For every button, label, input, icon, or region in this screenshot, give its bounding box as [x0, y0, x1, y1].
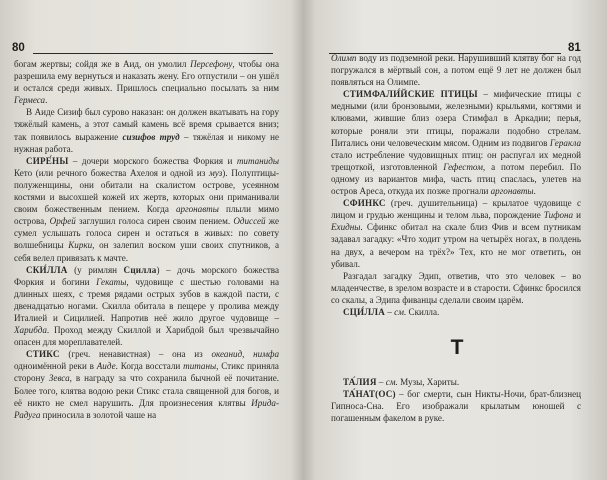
text-run: . Когда восстали [115, 361, 184, 372]
paragraph [14, 264, 279, 349]
text-run: Музы, Хариты. [397, 377, 460, 387]
text-run: . Сфинкс обитал на скале близ Фив и всем путникам задавал загадку: «Что ходит утром на четырёх ногах, в полдень на двух, а вечером на трёх?» Тех, кто не мог ответить, он убивал. [331, 222, 581, 269]
text-run: Геракла [549, 137, 581, 148]
text-run: (греч. душительница) – крылатое чудовище с лицом и грудью женщины и телом льва, порождение [331, 198, 581, 221]
text-run: – мифические птицы с медными (или бронзовыми, железными) крыльями, когтями и клювами, жившие близ озера Стимфал в Аркадии; перья, которые роняли эти птицы, поражали подобно стрелам. Питались они человеческим мясом. Одним из подвигов [331, 89, 581, 148]
text-run: Одиссей [233, 216, 266, 227]
paragraph [331, 88, 581, 197]
text-run: , [242, 349, 254, 360]
text-run: . Проход между Скиллой и Харибдой был чрезвычайно опасен для мореплавателей. [14, 325, 279, 348]
text-run: , в награду за что сохранила бычной её почитание. Более того, клятва водою реки Стикс стала священной для богов, и её никто не смел нарушить. Для произнесения клятвы [14, 373, 279, 408]
section-letter: Т [450, 336, 464, 359]
right-page-text-after-letter [331, 376, 581, 424]
page-number-right: 81 [568, 42, 581, 54]
paragraph [14, 348, 279, 421]
text-run: Кето (или речного божества Ахелоя и одной из [14, 167, 209, 178]
text-run: Олимп [331, 53, 357, 63]
left-page [0, 0, 300, 480]
text-run: Зевса [48, 373, 70, 384]
entry-headword: СТИМФАЛИ́ЙСКИЕ ПТИЦЫ [343, 89, 478, 100]
text-run: Тифона [543, 210, 574, 221]
paragraph [14, 58, 279, 106]
text-run: Скилла. [406, 306, 440, 317]
text-run: – бог смерти, сын Никты-Ночи, брат-близнец Гипноса-Сна. Его изображали крылатым юношей с погашенным факелом в руке. [331, 389, 581, 424]
text-run: Гекаты [96, 276, 127, 287]
text-run: , а потом перебил. По одному из вариантов мифа, часть птиц спаслась, улетев на остров Ареса, откуда их позже прогнали [331, 161, 581, 197]
text-run: аргонавты [175, 204, 219, 215]
text-run: Орфей [49, 216, 76, 227]
entry-headword: Сцилла [123, 264, 157, 275]
text-run: плыли мимо острова, [14, 204, 279, 227]
text-run: же сумел услышать голоса сирен и остаться в живых: по совету волшебницы [14, 216, 279, 251]
text-run: см. [394, 306, 407, 317]
text-run: , чтобы она разрешила ему вернуться и наказать жену. Его отпустили – он ушёл и остался среди живых. Пришлось специально посылать за ним [14, 59, 280, 94]
entry-headword: ТА́НАТ(ОС) [343, 389, 396, 400]
text-run: богам жертвы; сойдя же в Аид, он умолил [14, 59, 191, 69]
text-run: нимфа [253, 349, 280, 360]
text-run: . [45, 95, 48, 106]
text-run: (греч. ненавистная) – она из [59, 349, 212, 360]
text-run: Гефестом [443, 161, 483, 172]
paragraph [331, 270, 581, 306]
left-page-text [14, 58, 279, 421]
paragraph [331, 306, 581, 318]
text-run: Гермеса [14, 95, 46, 106]
paragraph [331, 388, 581, 424]
text-run: Кирки [68, 240, 93, 251]
paragraph [14, 106, 279, 154]
entry-headword: СЦИ́ЛЛА [343, 306, 386, 317]
text-run: – дочери морского божества Форкия и [68, 155, 237, 166]
text-run: (у римлян [67, 264, 124, 275]
entry-headword: СКИ́ЛЛА [26, 264, 68, 275]
text-run: стало истребление чудовищных птиц: он распугал их медной трещоткой, изготовленной [331, 149, 581, 172]
entry-headword: СИРЕ́НЫ [26, 155, 69, 166]
text-run: , чудовище с шестью головами на длинных шеях, с тремя рядами острых зубов в каждой пасти, с двенадцатью ногами. Скилла обитала в пещере у пролива между Италией и Сицилией. Напротив неё жило другое чудовище – [14, 276, 279, 323]
page-number-left: 80 [12, 42, 25, 54]
text-run: титаны [183, 361, 217, 372]
text-run: муз [208, 167, 223, 178]
text-run: Аиде [96, 361, 116, 372]
text-run: океанид [211, 349, 243, 360]
text-run: , Стикс приняла сторону [14, 361, 279, 384]
entry-headword: СФИНКС [343, 198, 386, 209]
text-run: Ехидны [331, 222, 361, 233]
entry-headword: ТА́ЛИЯ [343, 377, 377, 387]
entry-headword: СТИКС [26, 349, 60, 360]
text-run: . [533, 186, 536, 197]
text-run: Разгадал загадку Эдип, ответив, что это человек – во младенчестве, в зрелом возрасте и в старости. Сфинкс бросился со скалы, а Эдипа фиванцы сделали своим царём. [331, 270, 581, 305]
text-run: Персефону [190, 59, 233, 69]
text-run: Харибда [14, 325, 47, 336]
text-run: воду из подземной реки. Нарушивший клятву бог на год погружался в мёртвый сон, а потом ещё 9 лет не должен был появляться на Олимпе. [331, 53, 581, 88]
text-run: аргонавты [490, 186, 534, 197]
paragraph [14, 155, 279, 264]
text-run: – [385, 306, 395, 317]
paragraph [331, 376, 581, 388]
text-run: заглушил голоса сирен своим пением. [75, 216, 234, 227]
text-run: см. [385, 377, 398, 387]
paragraph [331, 52, 581, 88]
text-run: – [376, 377, 386, 387]
text-run: сизифов труд [122, 131, 180, 142]
header-rule-left [33, 53, 273, 54]
text-run: титаниды [236, 155, 279, 166]
right-page [307, 0, 607, 480]
text-run: приносила в золотой чаше на [40, 409, 157, 420]
text-run: Ирида-Радуга [14, 397, 279, 420]
text-run: одноимённой реки в [14, 361, 97, 372]
text-run: – тяжёлая и никому не нужная работа. [14, 131, 279, 154]
text-run: ). Полуптицы-полуженщины, они обитали на скалистом острове, усеянном костями и высохшей кожей их жертв, которых они приманивали своим божественным пением. Когда [14, 167, 279, 215]
text-run: ) – дочь морского божества Форкия и богини [14, 264, 280, 287]
right-page-text [331, 52, 581, 318]
text-run: и [573, 210, 581, 221]
paragraph [331, 197, 581, 270]
text-run: В Аиде Сизиф был сурово наказан: он должен вкатывать на гору тяжёлый камень, а этот самый камень всё время срывается вниз; так появилось выражение [14, 107, 279, 142]
text-run: , он залепил воском уши своих спутников, а себя велел привязать к мачте. [14, 240, 279, 263]
